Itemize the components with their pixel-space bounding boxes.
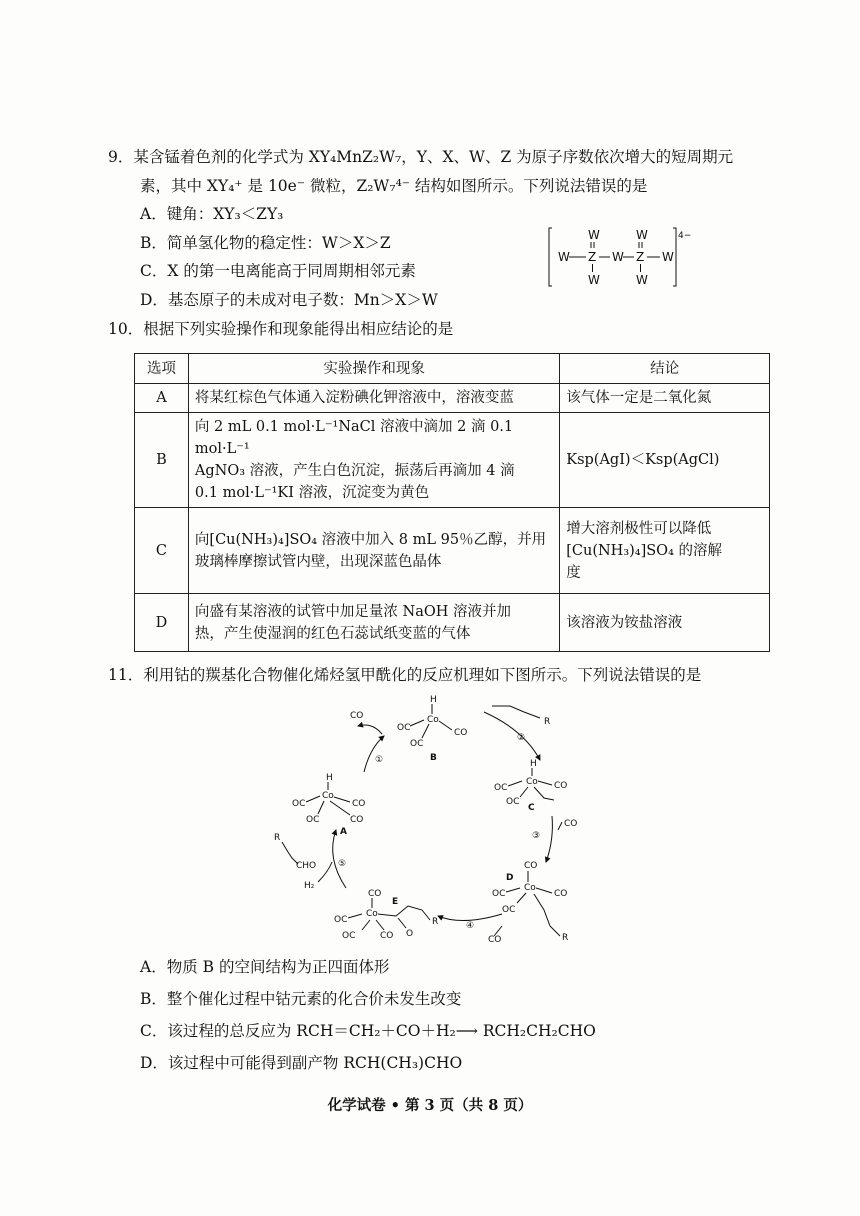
atom-w-right: W bbox=[662, 250, 674, 264]
z2w7-structure bbox=[548, 224, 698, 290]
row-d-op-line: 向盛有某溶液的试管中加足量浓 NaOH 溶液并加 bbox=[194, 603, 512, 620]
row-c-concl-line: [Cu(NH₃)₄]SO₄ 的溶解 bbox=[566, 542, 722, 559]
row-b-op-line: 向 2 mL 0.1 mol·L⁻¹NaCl 溶液中滴加 2 滴 0.1 mol·L⁻¹ bbox=[194, 419, 514, 457]
atom-z-right: Z bbox=[636, 250, 645, 264]
row-d-concl-line: 该溶液为铵盐溶液 bbox=[566, 614, 683, 631]
label-a: A bbox=[340, 827, 347, 837]
row-c-conclusion bbox=[560, 508, 770, 594]
step-2: ② bbox=[517, 733, 526, 743]
atom-w-left: W bbox=[558, 250, 570, 264]
atom-w-bottom-right: W bbox=[636, 273, 648, 287]
d-co-metal: Co bbox=[524, 883, 536, 893]
c-h: H bbox=[530, 759, 537, 769]
atom-w-top-right: W bbox=[636, 228, 648, 242]
released-co: CO bbox=[350, 711, 364, 721]
header-operation: 实验操作和现象 bbox=[188, 354, 559, 384]
q11-stem: 11．利用钴的羰基化合物催化烯烃氢甲酰化的反应机理如下图所示。下列说法错误的是 bbox=[108, 666, 702, 684]
a-h: H bbox=[326, 773, 333, 783]
b-oc-left: OC bbox=[397, 723, 411, 733]
step-3: ③ bbox=[532, 831, 541, 841]
atom-w-top-left: W bbox=[588, 228, 600, 242]
q11-option-b: B．整个催化过程中钴元素的化合价未发生改变 bbox=[140, 990, 462, 1008]
step-1: ① bbox=[375, 755, 384, 765]
q9-stem-line1: 9．某含锰着色剂的化学式为 XY₄MnZ₂W₇，Y、X、W、Z 为原子序数依次增大的短周期元 bbox=[108, 148, 734, 166]
q11-option-a: A．物质 B 的空间结构为正四面体形 bbox=[140, 958, 390, 976]
alkene-r: R bbox=[544, 717, 551, 727]
q9-option-b: B．简单氢化物的稳定性：W＞X＞Z bbox=[140, 234, 391, 252]
d-oc-left: OC bbox=[492, 889, 506, 899]
row-c-option: C bbox=[135, 508, 189, 594]
e-co-bottom: CO bbox=[380, 931, 394, 941]
d-co-top: CO bbox=[524, 861, 538, 871]
row-a-conclusion bbox=[560, 384, 770, 413]
step-4: ④ bbox=[466, 921, 475, 931]
q9-option-d: D．基态原子的未成对电子数：Mn＞X＞W bbox=[140, 291, 438, 309]
row-b-option: B bbox=[135, 413, 189, 508]
atom-z-left: Z bbox=[588, 250, 597, 264]
e-r: R bbox=[432, 917, 439, 927]
e-oc-left: OC bbox=[334, 915, 348, 925]
q9-option-c: C．X 的第一电离能高于同周期相邻元素 bbox=[140, 262, 416, 280]
catalytic-cycle-diagram bbox=[262, 690, 642, 948]
a-oc-bottom: OC bbox=[306, 815, 320, 825]
row-b-concl-line: Ksp(AgI)＜Ksp(AgCl) bbox=[566, 452, 720, 468]
row-d-conclusion bbox=[560, 594, 770, 652]
q9-stem-line2: 素，其中 XY₄⁺ 是 10e⁻ 微粒，Z₂W₇⁴⁻ 结构如图所示。下列说法错误的是 bbox=[140, 177, 648, 195]
atom-w-bottom-left: W bbox=[588, 273, 600, 287]
row-c-op-line: 玻璃棒摩擦试管内壁，出现深蓝色晶体 bbox=[194, 553, 442, 570]
row-a-concl-line: 该气体一定是二氧化氮 bbox=[566, 390, 712, 406]
row-d-operation bbox=[188, 594, 559, 652]
q10-stem: 10．根据下列实验操作和现象能得出相应结论的是 bbox=[108, 320, 454, 338]
row-c-concl-line: 增大溶剂极性可以降低 bbox=[566, 520, 712, 537]
c-co-right: CO bbox=[554, 781, 568, 791]
row-c-concl-line: 度 bbox=[566, 564, 581, 581]
row-b-op-line: 0.1 mol·L⁻¹KI 溶液，沉淀变为黄色 bbox=[194, 485, 430, 501]
row-a-op-line: 将某红棕色气体通入淀粉碘化钾溶液中，溶液变蓝 bbox=[194, 390, 514, 406]
label-d: D bbox=[506, 873, 514, 883]
e-co-top: CO bbox=[368, 889, 382, 899]
page-footer: 化学试卷 • 第 3 页（共 8 页） bbox=[327, 1097, 533, 1114]
label-c: C bbox=[528, 803, 535, 813]
label-b: B bbox=[430, 753, 437, 763]
q11-option-d: D．该过程中可能得到副产物 RCH(CH₃)CHO bbox=[140, 1054, 463, 1072]
a-co-right: CO bbox=[352, 799, 366, 809]
added-co-3: CO bbox=[564, 819, 578, 829]
row-a-option: A bbox=[135, 384, 189, 413]
d-co-right: CO bbox=[554, 889, 568, 899]
header-conclusion: 结论 bbox=[560, 354, 770, 384]
row-b-operation bbox=[188, 413, 559, 508]
c-oc-left: OC bbox=[494, 783, 508, 793]
a-co-metal: Co bbox=[322, 791, 334, 801]
e-co-metal: Co bbox=[366, 909, 378, 919]
c-oc-bottom: OC bbox=[506, 797, 520, 807]
added-co-4: CO bbox=[488, 935, 502, 945]
row-d-op-line: 热，产生使湿润的红色石蕊试纸变蓝的气体 bbox=[194, 625, 471, 642]
row-a-operation bbox=[188, 384, 559, 413]
b-h: H bbox=[430, 695, 437, 705]
e-acyl-o: O bbox=[406, 929, 414, 939]
a-co-bottom-right: CO bbox=[350, 815, 364, 825]
header-option: 选项 bbox=[135, 354, 189, 384]
h2-label: H₂ bbox=[304, 881, 315, 891]
step-5: ⑤ bbox=[338, 859, 347, 869]
c-co-metal: Co bbox=[526, 777, 538, 787]
row-d-option: D bbox=[135, 594, 189, 652]
d-oc-bottom: OC bbox=[502, 905, 516, 915]
experiment-table bbox=[134, 353, 770, 652]
q9-option-a: A．键角：XY₃＜ZY₃ bbox=[140, 205, 284, 223]
b-co-metal: Co bbox=[427, 715, 439, 725]
label-e: E bbox=[392, 897, 399, 907]
a-oc-left: OC bbox=[292, 799, 306, 809]
b-oc-bottom: OC bbox=[410, 739, 424, 749]
b-co-right: CO bbox=[454, 728, 468, 738]
row-b-op-line: AgNO₃ 溶液，产生白色沉淀，振荡后再滴加 4 滴 bbox=[194, 463, 515, 479]
product-r: R bbox=[274, 833, 281, 843]
structure-charge: 4− bbox=[678, 231, 692, 241]
atom-w-bridge: W bbox=[612, 250, 624, 264]
q11-option-c: C．该过程的总反应为 RCH＝CH₂＋CO＋H₂⟶ RCH₂CH₂CHO bbox=[140, 1022, 596, 1040]
d-r: R bbox=[562, 933, 569, 943]
row-c-operation bbox=[188, 508, 559, 594]
product-cho: CHO bbox=[296, 861, 317, 871]
row-c-op-line: 向[Cu(NH₃)₄]SO₄ 溶液中加入 8 mL 95％乙醇，并用 bbox=[194, 531, 547, 548]
e-oc-bottom: OC bbox=[342, 931, 356, 941]
row-b-conclusion bbox=[560, 413, 770, 508]
